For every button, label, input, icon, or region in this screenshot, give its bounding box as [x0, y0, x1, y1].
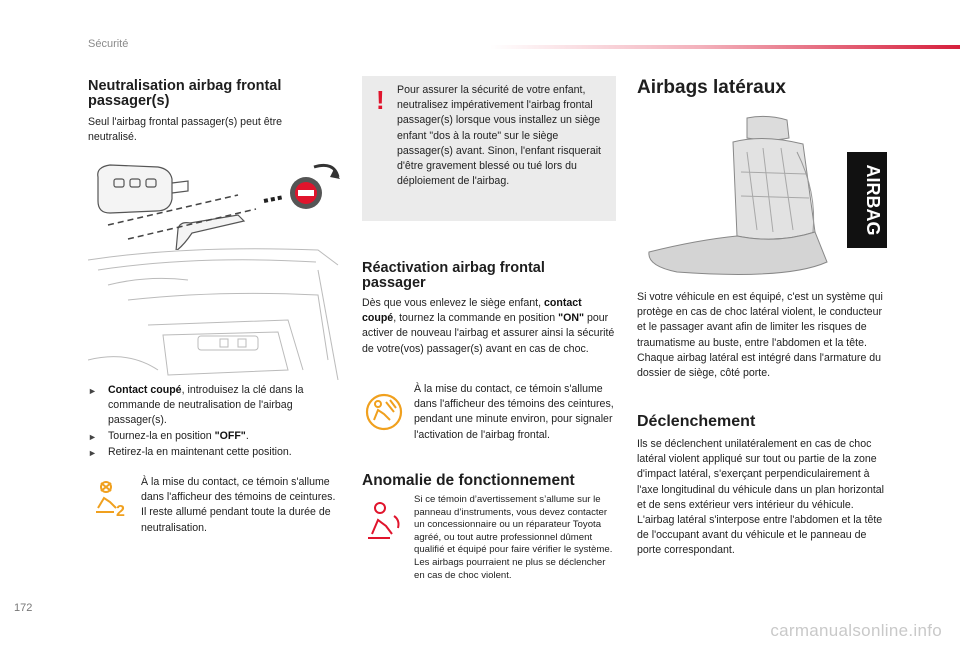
seat-icon	[649, 116, 827, 274]
trigger-text: Ils se déclenchent unilatéralement en cas de choc latéral violent appliqué sur tout ou partie de la zone d'impact latéral, s'exerçant perpendiculairement à l'axe longitudinal du véhicule dans un plan horizontal et de sens extérieur vers intérieur du véhicule. L'airbag latéral s'interpose entre l'abdomen et la tête de l'occupant avant du véhicule et le panneau de porte correspondant.	[637, 438, 885, 557]
bullet-arrow-icon: ►	[88, 386, 97, 396]
airbag-on-indicator-icon	[364, 392, 404, 432]
bullet-arrow-icon: ►	[88, 447, 97, 458]
side-airbags-desc: Si votre véhicule en est équipé, c'est un système qui protège en cas de choc latéral violent, le conducteur et le passager avant afin de limiter les risques de traumatisme au buste, entre l'abdomen et la tête. Chaque airbag latéral est intégré dans l'armature du dossier de siège, côté porte.	[637, 291, 883, 380]
airbag-fault-icon	[364, 500, 406, 542]
col1-title: Neutralisation airbag frontal passager(s)	[88, 78, 282, 109]
svg-text:AIRBAG: AIRBAG	[863, 164, 883, 236]
col1-intro: Seul l'airbag frontal passager(s) peut être neutralisé.	[88, 116, 282, 144]
airbag-label	[847, 152, 887, 248]
header-accent-bar	[490, 45, 960, 49]
trigger-title: Déclenchement	[637, 413, 756, 430]
page-number: 172	[14, 602, 33, 614]
switch-icon	[290, 177, 322, 209]
side-airbags-title: Airbags latéraux	[637, 77, 786, 98]
reactivation-title: Réactivation airbag frontal passager	[362, 260, 545, 291]
anomaly-title: Anomalie de fonctionnement	[362, 472, 575, 489]
key-illustration	[88, 155, 348, 250]
reactivation-text: Dès que vous enlevez le siège enfant, contact coupé, tournez la commande en position "ON" pour activer de nouveau l'airbag et assurer ainsi la sécurité de votre(vos) passager(s) avant en cas de choc.	[362, 297, 615, 355]
seat-illustration	[637, 112, 887, 284]
bullet-arrow-icon: ►	[88, 431, 97, 442]
step-1: ► Contact coupé, introduisez la clé dans la commande de neutralisation de l'airbag passager(s).	[88, 383, 343, 429]
key-icon	[98, 165, 244, 250]
section-title: Sécurité	[88, 38, 129, 50]
svg-text:2: 2	[116, 503, 125, 518]
door-panel-illustration	[88, 240, 343, 380]
anomaly-text: Si ce témoin d’avertissement s’allume sur le panneau d’instruments, vous devez contacter un concessionnaire ou un réparateur Toyota agréé, ou tout autre professionnel dûment qualifié et équipé pour faire vérifier le système. Les airbags pourraient ne plus se déclencher en cas de choc violent.	[414, 494, 613, 581]
airbag-off-indicator-icon	[92, 478, 132, 518]
warning-exclamation-icon: !	[376, 85, 385, 115]
reactivation-indicator-text: À la mise du contact, ce témoin s'allume dans l'afficheur des témoins des ceintures, pendant une minute environ, pour signaler l'activation de l'airbag frontal.	[414, 383, 614, 441]
step-3: ► Retirez-la en maintenant cette position.	[88, 445, 343, 461]
warning-text: Pour assurer la sécurité de votre enfant, neutralisez impérativement l'airbag frontal passager(s) lorsque vous installez un siège enfant "dos à la route" sur le siège passager(s) avant. Sinon, l'enfant risquerait d'être gravement blessé ou tué lors du déploiement de l'airbag.	[397, 84, 602, 188]
step-2: ► Tournez-la en position "OFF".	[88, 429, 343, 445]
col1-indicator-text: À la mise du contact, ce témoin s'allume dans l'afficheur des témoins de ceintures. Il reste allumé pendant toute la durée de neutralisation.	[141, 476, 336, 534]
col1-steps	[88, 383, 343, 461]
watermark: carmanualsonline.info	[770, 621, 942, 640]
